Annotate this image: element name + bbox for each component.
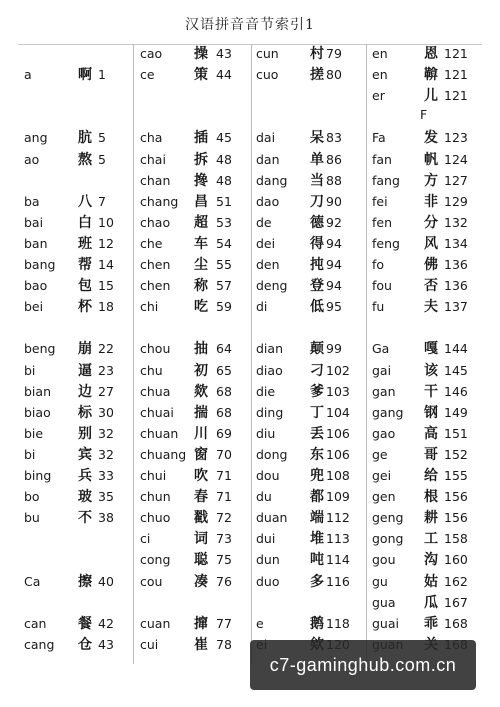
pinyin-syllable: chang: [140, 193, 179, 209]
example-character: 尘: [194, 257, 208, 273]
example-character: 拆: [194, 151, 208, 168]
page-number: 45: [216, 130, 232, 146]
page-number: 146: [444, 383, 468, 399]
pinyin-syllable: a: [24, 67, 32, 83]
example-character: 得: [310, 235, 324, 252]
page-number: 23: [98, 362, 114, 378]
page-number: 79: [326, 46, 342, 61]
pinyin-syllable: diao: [256, 362, 283, 378]
example-character: 肮: [78, 130, 92, 147]
pinyin-syllable: chan: [140, 172, 171, 188]
pinyin-syllable: ao: [24, 151, 40, 167]
pinyin-syllable: ban: [24, 235, 48, 251]
column-divider: [133, 44, 134, 664]
page-number: 43: [216, 46, 232, 61]
page-number: 162: [444, 573, 468, 589]
pinyin-syllable: gou: [372, 552, 396, 568]
page-number: 32: [98, 425, 114, 441]
pinyin-syllable: geng: [372, 510, 404, 526]
example-character: 帆: [424, 151, 438, 168]
example-character: 崔: [194, 636, 208, 653]
example-character: 该: [424, 362, 438, 379]
page-number: 42: [98, 615, 114, 631]
pinyin-syllable: fu: [372, 299, 385, 315]
example-character: 堆: [310, 531, 324, 548]
pinyin-syllable: chuang: [140, 446, 187, 462]
example-character: 扽: [310, 257, 324, 273]
pinyin-syllable: gai: [372, 362, 392, 378]
example-character: 给: [424, 468, 438, 484]
example-character: 恩: [424, 46, 438, 62]
pinyin-syllable: beng: [24, 341, 56, 357]
page-number: 83: [326, 130, 342, 146]
pinyin-syllable: di: [256, 299, 268, 315]
page-number: 69: [216, 425, 232, 441]
example-character: 撺: [194, 615, 208, 632]
example-character: 吨: [310, 552, 324, 569]
section-letter: F: [420, 107, 428, 123]
example-character: 吃: [194, 299, 208, 316]
page-number: 55: [216, 257, 232, 272]
page-number: 88: [326, 172, 342, 188]
pinyin-syllable: bai: [24, 214, 44, 230]
page-number: 106: [326, 425, 350, 441]
example-character: 多: [310, 573, 324, 590]
page-number: 10: [98, 214, 114, 230]
page-number: 68: [216, 404, 232, 420]
pinyin-syllable: ba: [24, 193, 40, 209]
example-character: 餐: [78, 615, 92, 632]
page-number: 167: [444, 594, 468, 610]
page-number: 57: [216, 278, 232, 294]
example-character: 车: [194, 235, 208, 252]
page-number: 160: [444, 552, 468, 568]
pinyin-syllable: dai: [256, 130, 276, 146]
example-character: 瓜: [424, 594, 438, 611]
example-character: 插: [194, 130, 208, 147]
page-number: 38: [98, 510, 114, 526]
pinyin-syllable: gong: [372, 531, 404, 547]
page-number: 118: [326, 615, 350, 631]
pinyin-syllable: can: [24, 615, 47, 631]
page-number: 32: [98, 446, 114, 462]
page-number: 22: [98, 341, 114, 357]
page-number: 27: [98, 383, 114, 399]
page-title: 汉语拼音音节索引1: [185, 17, 315, 33]
pinyin-syllable: du: [256, 489, 272, 505]
example-character: 揣: [194, 404, 208, 421]
example-character: 啊: [78, 67, 92, 84]
pinyin-syllable: dou: [256, 468, 280, 483]
example-character: 钢: [424, 404, 438, 421]
page-number: 72: [216, 510, 232, 526]
example-character: 德: [310, 214, 324, 231]
example-character: 根: [424, 489, 438, 506]
example-character: 崩: [78, 341, 92, 358]
example-character: 发: [424, 130, 438, 147]
example-character: 词: [194, 531, 208, 548]
pinyin-syllable: gang: [372, 404, 404, 420]
page-number: 114: [326, 552, 350, 568]
example-character: 别: [78, 425, 92, 442]
pinyin-syllable: cong: [140, 552, 171, 568]
example-character: 兜: [310, 468, 324, 484]
pinyin-syllable: chen: [140, 278, 171, 294]
page-number: 86: [326, 151, 342, 167]
example-character: 夫: [424, 299, 438, 316]
example-character: 呆: [310, 130, 324, 147]
pinyin-syllable: en: [372, 67, 388, 83]
pinyin-syllable: bang: [24, 257, 56, 272]
example-character: 搓: [310, 67, 324, 84]
example-character: 抽: [194, 341, 208, 358]
page-number: 127: [444, 172, 468, 188]
page-number: 73: [216, 531, 232, 547]
page-number: 94: [326, 278, 342, 294]
example-character: 工: [424, 531, 438, 548]
page-number: 109: [326, 489, 350, 505]
page-number: 75: [216, 552, 232, 568]
example-character: 昌: [194, 193, 208, 210]
pinyin-syllable: chai: [140, 151, 166, 167]
page-number: 99: [326, 341, 342, 357]
pinyin-syllable: dao: [256, 193, 280, 209]
pinyin-syllable: feng: [372, 235, 400, 251]
page-number: 71: [216, 489, 232, 505]
page-number: 48: [216, 151, 232, 167]
pinyin-syllable: cou: [140, 573, 163, 589]
pinyin-syllable: fan: [372, 151, 392, 167]
example-character: 否: [424, 278, 438, 295]
pinyin-syllable: cui: [140, 636, 159, 652]
pinyin-syllable: fen: [372, 214, 393, 230]
pinyin-syllable: deng: [256, 278, 288, 294]
page-number: 70: [216, 446, 232, 462]
page-number: 156: [444, 489, 468, 505]
pinyin-syllable: bei: [24, 299, 44, 315]
example-character: 八: [78, 193, 92, 210]
example-character: 川: [194, 425, 208, 442]
pinyin-syllable: gan: [372, 383, 396, 399]
page-number: 51: [216, 193, 232, 209]
pinyin-syllable: Ga: [372, 341, 390, 357]
example-character: 杯: [78, 299, 92, 316]
watermark-banner: [250, 640, 476, 690]
page-number: 44: [216, 67, 232, 83]
pinyin-syllable: chuan: [140, 425, 179, 441]
pinyin-syllable: bi: [24, 362, 36, 378]
page-number: 136: [444, 257, 468, 272]
example-character: 超: [194, 214, 208, 231]
page-number: 59: [216, 299, 232, 315]
pinyin-syllable: dun: [256, 552, 280, 568]
example-character: 方: [424, 172, 438, 189]
example-character: 仓: [78, 636, 92, 653]
example-character: 称: [194, 278, 208, 295]
example-character: 不: [78, 510, 92, 527]
pinyin-syllable: biao: [24, 404, 51, 420]
page-number: 136: [444, 278, 468, 294]
example-character: 包: [78, 278, 92, 295]
example-character: 班: [78, 235, 92, 252]
page-number: 108: [326, 468, 350, 483]
example-character: 吹: [194, 468, 208, 484]
pinyin-syllable: diu: [256, 425, 276, 441]
page-number: 33: [98, 468, 114, 483]
page-number: 53: [216, 214, 232, 230]
page-number: 77: [216, 615, 232, 631]
page-number: 30: [98, 404, 114, 420]
page-number: 129: [444, 193, 468, 209]
example-character: 爹: [310, 383, 324, 400]
example-character: 凑: [194, 573, 208, 590]
pinyin-syllable: duo: [256, 573, 280, 589]
pinyin-syllable: die: [256, 383, 276, 399]
example-character: 耕: [424, 510, 438, 527]
example-character: 宾: [78, 446, 92, 463]
pinyin-syllable: gao: [372, 425, 396, 441]
pinyin-syllable: den: [256, 257, 280, 272]
pinyin-syllable: de: [256, 214, 272, 230]
page-number: 121: [444, 67, 468, 83]
page-number: 71: [216, 468, 232, 483]
page-number: 137: [444, 299, 468, 315]
page-number: 151: [444, 425, 468, 441]
pinyin-syllable: chuo: [140, 510, 171, 526]
pinyin-syllable: bo: [24, 489, 40, 505]
example-character: 高: [424, 425, 438, 442]
page-number: 149: [444, 404, 468, 420]
pinyin-syllable: bian: [24, 383, 51, 399]
pinyin-syllable: chou: [140, 341, 171, 357]
page-number: 12: [98, 235, 114, 251]
page-number: 95: [326, 299, 342, 315]
column-divider: [366, 44, 367, 664]
example-character: 佛: [424, 257, 438, 273]
page-number: 145: [444, 362, 468, 378]
example-character: 帮: [78, 257, 92, 273]
pinyin-syllable: chui: [140, 468, 167, 483]
pinyin-syllable: fou: [372, 278, 392, 294]
watermark-text: c7-gaminghub.com.cn: [269, 654, 457, 675]
pinyin-syllable: cang: [24, 636, 55, 652]
page-number: 152: [444, 446, 468, 462]
page-number: 68: [216, 383, 232, 399]
pinyin-syllable: cuan: [140, 615, 171, 631]
pinyin-syllable: ding: [256, 404, 284, 420]
page-number: 112: [326, 510, 350, 526]
page-number: 144: [444, 341, 468, 357]
page-number: 134: [444, 235, 468, 251]
example-character: 白: [78, 214, 92, 231]
page-number: 113: [326, 531, 350, 547]
pinyin-syllable: bing: [24, 468, 52, 483]
top-rule: [18, 44, 482, 45]
column-divider: [251, 44, 252, 664]
pinyin-syllable: e: [256, 615, 264, 631]
example-character: 兵: [78, 468, 92, 484]
page-number: 1: [98, 67, 106, 83]
page-number: 14: [98, 257, 114, 272]
pinyin-syllable: che: [140, 235, 163, 251]
page-number: 18: [98, 299, 114, 315]
pinyin-syllable: er: [372, 88, 385, 104]
example-character: 熬: [78, 151, 92, 168]
pinyin-syllable: bi: [24, 446, 36, 462]
example-character: 登: [310, 278, 324, 295]
pinyin-syllable: fo: [372, 257, 385, 272]
pinyin-syllable: ce: [140, 67, 155, 83]
page-number: 5: [98, 130, 106, 146]
example-character: 沟: [424, 552, 438, 569]
pinyin-syllable: fei: [372, 193, 388, 209]
example-character: 风: [424, 235, 438, 252]
example-character: 嘎: [424, 341, 438, 358]
pinyin-syllable: dong: [256, 446, 288, 462]
pinyin-syllable: bu: [24, 510, 40, 526]
pinyin-syllable: chuai: [140, 404, 174, 420]
pinyin-syllable: fang: [372, 172, 400, 188]
example-character: 策: [194, 67, 208, 84]
pinyin-syllable: guai: [372, 615, 399, 631]
pinyin-syllable: ci: [140, 531, 151, 547]
example-character: 边: [78, 383, 92, 400]
pinyin-syllable: ang: [24, 130, 48, 146]
pinyin-syllable: dui: [256, 531, 276, 547]
pinyin-syllable: cha: [140, 130, 163, 146]
pinyin-syllable: gei: [372, 468, 392, 483]
page-number: 35: [98, 489, 114, 505]
page-number: 48: [216, 172, 232, 188]
example-character: 初: [194, 362, 208, 379]
example-character: 分: [424, 214, 438, 231]
example-character: 儿: [424, 88, 438, 105]
pinyin-syllable: gu: [372, 573, 388, 589]
page-number: 103: [326, 383, 350, 399]
example-character: 村: [310, 46, 324, 62]
example-character: 操: [194, 46, 208, 62]
page-number: 43: [98, 636, 114, 652]
pinyin-syllable: bie: [24, 425, 44, 441]
example-character: 刀: [310, 193, 324, 210]
example-character: 姑: [424, 573, 438, 590]
page-number: 123: [444, 130, 468, 146]
example-character: 单: [310, 151, 324, 168]
example-character: 干: [424, 383, 438, 400]
pinyin-syllable: ge: [372, 446, 388, 462]
page-number: 158: [444, 531, 468, 547]
pinyin-syllable: en: [372, 46, 388, 61]
page-number: 92: [326, 214, 342, 230]
page-number: 106: [326, 446, 350, 462]
example-character: 擦: [78, 573, 92, 590]
example-character: 窗: [194, 446, 208, 463]
pinyin-syllable: gen: [372, 489, 396, 505]
pinyin-syllable: chu: [140, 362, 163, 378]
example-character: 端: [310, 510, 324, 527]
page-number: 78: [216, 636, 232, 652]
example-character: 聪: [194, 552, 208, 569]
example-character: 当: [310, 172, 324, 189]
page-number: 80: [326, 67, 342, 83]
pinyin-syllable: dang: [256, 172, 288, 188]
example-character: 鹅: [310, 615, 324, 632]
pinyin-syllable: Ca: [24, 573, 41, 589]
page-number: 15: [98, 278, 114, 294]
pinyin-syllable: dian: [256, 341, 283, 357]
example-character: 标: [78, 404, 92, 421]
pinyin-syllable: chao: [140, 214, 171, 230]
example-character: 非: [424, 193, 438, 210]
page-number: 155: [444, 468, 468, 483]
example-character: 都: [310, 489, 324, 506]
page-number: 94: [326, 257, 342, 272]
page-number: 102: [326, 362, 350, 378]
example-character: 丢: [310, 425, 324, 442]
pinyin-syllable: bao: [24, 278, 48, 294]
page-number: 54: [216, 235, 232, 251]
pinyin-syllable: cao: [140, 46, 163, 61]
example-character: 戳: [194, 510, 208, 527]
page-number: 94: [326, 235, 342, 251]
example-character: 玻: [78, 489, 92, 506]
pinyin-syllable: chen: [140, 257, 171, 272]
example-character: 东: [310, 446, 324, 463]
page-number: 90: [326, 193, 342, 209]
page-number: 65: [216, 362, 232, 378]
pinyin-syllable: cuo: [256, 67, 279, 83]
page-number: 132: [444, 214, 468, 230]
pinyin-syllable: Fa: [372, 130, 386, 146]
pinyin-syllable: cun: [256, 46, 279, 61]
example-character: 搀: [194, 172, 208, 189]
pinyin-syllable: chi: [140, 299, 159, 315]
page-number: 76: [216, 573, 232, 589]
example-character: 乖: [424, 615, 438, 632]
page-number: 156: [444, 510, 468, 526]
page-number: 7: [98, 193, 106, 209]
pinyin-syllable: dei: [256, 235, 276, 251]
pinyin-syllable: duan: [256, 510, 288, 526]
example-character: 逼: [78, 362, 92, 379]
page-number: 168: [444, 615, 468, 631]
example-character: 刁: [310, 362, 324, 379]
example-character: 欻: [194, 383, 208, 400]
example-character: 鞥: [424, 67, 438, 84]
page-number: 40: [98, 573, 114, 589]
example-character: 哥: [424, 446, 438, 463]
page-number: 5: [98, 151, 106, 167]
page-number: 121: [444, 46, 468, 61]
example-character: 春: [194, 489, 208, 506]
example-character: 丁: [310, 404, 324, 421]
page-number: 124: [444, 151, 468, 167]
page-number: 104: [326, 404, 350, 420]
example-character: 颠: [310, 341, 324, 358]
page-number: 64: [216, 341, 232, 357]
page-number: 116: [326, 573, 350, 589]
pinyin-syllable: dan: [256, 151, 280, 167]
example-character: 低: [310, 299, 324, 316]
pinyin-syllable: chun: [140, 489, 171, 505]
pinyin-syllable: gua: [372, 594, 396, 610]
pinyin-syllable: chua: [140, 383, 171, 399]
page-number: 121: [444, 88, 468, 104]
